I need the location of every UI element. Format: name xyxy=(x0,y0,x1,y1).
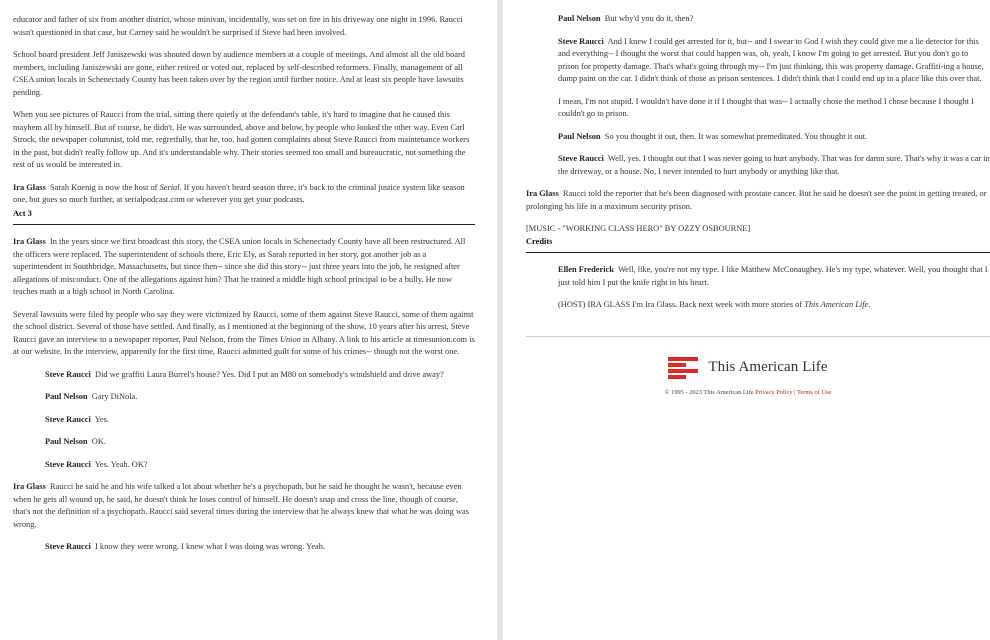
privacy-policy-link[interactable]: Privacy Policy xyxy=(755,388,793,396)
site-logo[interactable] xyxy=(506,357,990,379)
speaker-name: Steve Raucci xyxy=(45,459,91,469)
paragraph: When you see pictures of Raucci from the trial, sitting there quietly at the defendant's table, it's hard to imagine that he caused this mayhem all by himself. But of course, he didn't. He was surrounded, above and below, by people who looked the other way. Even Carl Strock, the newspaper columnist, told me, regretfully, that he, too, had gotten complaints about Steve Raucci from maintenance workers in the past, but didn't really follow up. And it's understandable why. Their stories seemed too small and bureaucratic, not something the rest of us would be interested in. xyxy=(13,110,470,169)
footer-separator: | xyxy=(794,388,796,396)
speaker-name: Paul Nelson xyxy=(45,437,88,446)
speaker-name: Steve Raucci xyxy=(45,414,91,424)
speaker-name: Paul Nelson xyxy=(558,14,601,23)
quote-line: Paul Nelson But why'd you do it, then? xyxy=(558,14,694,23)
quote-line: I mean, I'm not stupid. I wouldn't have done it if I thought that was-- I actually chose the method I chose because I thought I couldn't go to prison. xyxy=(558,96,974,118)
transcript-line: Ira Glass Sarah Koenig is now the host of Serial. If you haven't heard season three, it's back to the criminal justice system like season one, but goes so much further, at serialpodcast.com or wherever you get your podcasts. xyxy=(13,182,465,204)
transcript-line: Ira Glass Raucci he said he and his wife talked a lot about whether he's a psychopath, but he said he thought he wasn't, because even when he gets all wound up, he said, he doesn't think he loses control of himself. He doesn't snap and cross the line, though of course, that's not the definition of a psychopath. Raucci said several times during the interview that he always knew that what he was doing was wrong. xyxy=(13,482,469,529)
paragraph: educator and father of six from another district, whose minivan, incidentally, was set on fire in his driveway one night in 1996. Raucci wasn't questioned in that case, but Carney said he wouldn't be surprised if Steve had been involved. xyxy=(13,15,463,37)
act-heading: Act 3 xyxy=(13,208,32,218)
section-divider xyxy=(526,252,990,253)
speaker-name: Steve Raucci xyxy=(558,154,604,163)
paragraph: Several lawsuits were filed by people who say they were victimized by Raucci, some of them against Steve Raucci, some of them against the school district. Several of those have settled. And finally, as I mentioned at the beginning of the show, 10 years after his arrest, Steve Raucci gave an interview to a newspaper reporter, Paul Nelson, from the Times Union in Albany. A link to his article at timesunion.com is at our website. In the interview, apparently for the first time, Raucci admitted guilt for some of his crimes-- though not the worst one. xyxy=(13,309,475,356)
music-cue: [MUSIC - "WORKING CLASS HERO" BY OZZY OSBOURNE] xyxy=(526,224,751,233)
logo-flag-icon xyxy=(668,357,698,379)
speaker-name: Ira Glass xyxy=(13,237,46,246)
logo-wordmark: This American Life xyxy=(708,359,828,376)
quote-line: Paul Nelson Gary DiNola. xyxy=(45,392,138,401)
terms-of-use-link[interactable]: Terms of Use xyxy=(796,388,832,396)
speaker-name: Steve Raucci xyxy=(558,36,604,46)
speaker-name: Ellen Frederick xyxy=(558,265,614,274)
speaker-name: Paul Nelson xyxy=(45,392,88,401)
footer-divider xyxy=(526,336,990,337)
speaker-name: Ira Glass xyxy=(13,182,46,192)
speaker-name: Steve Raucci xyxy=(45,369,91,379)
right-transcript-pane[interactable] xyxy=(503,0,990,640)
paragraph: School board president Jeff Janiszewski was shouted down by audience members at a couple of meetings. And almost all the old board members, including Janiszewski are gone, either retired or voted out, replaced by self-described reformers. Finally, management of all CSEA union locals in Schenectady County has been taken over by the region until further notice. And at least six people have lawsuits pending. xyxy=(13,50,465,97)
section-divider xyxy=(13,224,475,225)
quote-line: Steve Raucci Yes. xyxy=(45,414,109,424)
speaker-name: Ira Glass xyxy=(13,482,46,491)
quote-line: Steve Raucci I know they were wrong. I knew what I was doing was wrong. Yeah. xyxy=(45,542,326,551)
footer xyxy=(506,387,990,400)
quote-line: Steve Raucci Yes. Yeah. OK? xyxy=(45,459,148,469)
quote-line: Steve Raucci Well, yes. I thought out that I was never going to hurt anybody. That was for damn sure. That's why it was a car in the driveway, or a house. No, I never intended to hurt anybody or anything like that. xyxy=(558,154,990,176)
copyright-text: © 1995 - 2023 This American Life xyxy=(664,388,754,396)
speaker-name: Paul Nelson xyxy=(558,131,601,141)
quote-line: Steve Raucci Did we graffiti Laura Burrel's house? Yes. Did I put an M80 on somebody's windshield and drive away? xyxy=(45,369,444,379)
speaker-name: Steve Raucci xyxy=(45,542,91,551)
speaker-name: Ira Glass xyxy=(526,189,559,198)
quote-line: (HOST) IRA GLASS I'm Ira Glass. Back next week with more stories of This American Life. xyxy=(558,300,871,309)
quote-line: Ellen Frederick Well, like, you're not my type. I like Matthew McConaughey. He's my type, whatever. Well, you thought that I just told him I put the knife right in his heart. xyxy=(558,265,988,287)
quote-line: Steve Raucci And I knew I could get arrested for it, but-- and I swear to God I wish they could give me a lie detector for this and everything-- I thought the worst that could happen was, oh, yeah, I know I'm going to get arrested. But you don't go to prison for property damage. That's what's going through my-- I'm just thinking, this was property damage. Graffiti-ing a house, dump paint on the car. I didn't think of those as prison sentences. I didn't think that I could end up in a place like this over that. xyxy=(558,36,984,83)
transcript-line: Ira Glass In the years since we first broadcast this story, the CSEA union locals in Schenectady County have all been restructured. All the officers were replaced. The superintendent of schools there, Eric Ely, as Sarah reported in her story, got another job as a superintendent in Southbridge, Massachusetts, but since then-- since she did this story-- just three years into the job, he resigned after allegations of misconduct. One of the allegations against him? That he trained a middle high school principal to be a bully. He now teaches math at a high school in North Carolina. xyxy=(13,237,466,296)
quote-line: Paul Nelson OK. xyxy=(45,437,106,446)
quote-line: Paul Nelson So you thought it out, then. It was somewhat premeditated. You thought it out. xyxy=(558,131,868,141)
credits-heading: Credits xyxy=(526,236,553,246)
transcript-line: Ira Glass Raucci told the reporter that he's been diagnosed with prostate cancer. But he said he doesn't see the point in getting treated, or prolonging his life in a maximum security prison. xyxy=(526,189,987,211)
